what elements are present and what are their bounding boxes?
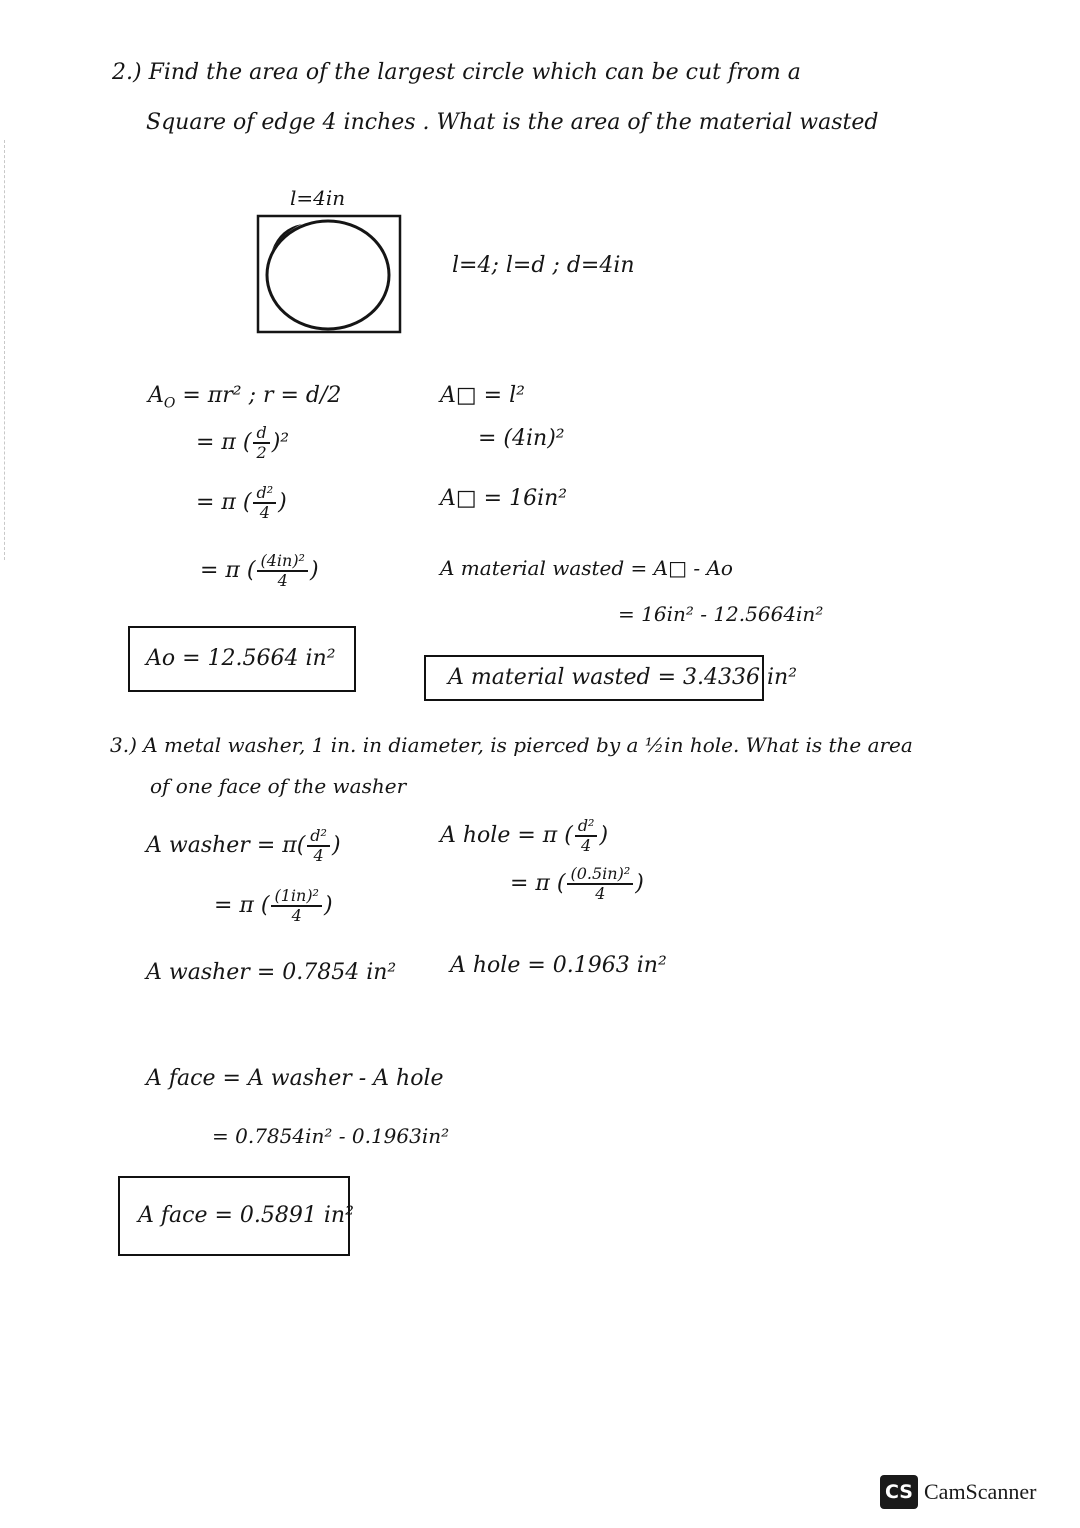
given-relation: l=4; l=d ; d=4in (452, 253, 635, 278)
camscanner-watermark (880, 1475, 1036, 1509)
washer-area-result: A washer = 0.7854 in² (146, 960, 397, 985)
washer-step-numerator: (1in)² (271, 888, 322, 907)
square-area-result: A□ = 16in² (440, 486, 568, 511)
hole-formula-suffix: ) (599, 823, 609, 848)
washer-step-prefix: = π ( (214, 893, 270, 918)
camscanner-text: CamScanner (924, 1479, 1037, 1504)
wasted-area-formula: A material wasted = A□ - Ao (440, 556, 733, 580)
hole-formula-numerator: d² (575, 818, 598, 837)
inscribed-circle (267, 221, 389, 329)
square-area-formula: A□ = l² (440, 383, 525, 408)
hole-step-numerator: (0.5in)² (567, 866, 633, 885)
camscanner-logo-icon: CS (880, 1475, 918, 1509)
circle-area-step-2 (196, 485, 287, 521)
binding-edge-mark (4, 140, 5, 560)
washer-step-fraction (271, 888, 322, 924)
step-2-numerator: d² (253, 485, 276, 504)
step-3-numerator: (4in)² (257, 553, 308, 572)
hole-formula-denominator: 4 (581, 836, 592, 855)
step-1-denominator: 2 (256, 443, 267, 462)
problem-2-statement-line-2: Square of edge 4 inches . What is the area of the material wasted (146, 110, 879, 135)
face-area-formula: A face = A washer - A hole (146, 1066, 444, 1091)
circle-area-answer-box (128, 626, 356, 692)
square-side-label: l=4in (290, 186, 346, 210)
step-1-numerator: d (253, 425, 269, 444)
circle-area-step-3 (200, 553, 319, 589)
circle-area-step-1 (196, 425, 289, 461)
circle-area-answer: Ao = 12.5664 in² (146, 646, 336, 671)
washer-area-step (214, 888, 333, 924)
wasted-area-substitution: = 16in² - 12.5664in² (618, 602, 824, 626)
hole-step-fraction (567, 866, 633, 902)
washer-step-suffix: ) (323, 893, 333, 918)
wasted-area-answer: A material wasted = 3.4336 in² (448, 665, 798, 690)
step-2-fraction (253, 485, 276, 521)
step-1-fraction (253, 425, 269, 461)
hole-area-step (510, 866, 644, 902)
washer-area-formula (146, 828, 341, 864)
step-3-fraction (257, 553, 308, 589)
step-3-suffix: ) (309, 558, 319, 583)
step-3-prefix: = π ( (200, 558, 256, 583)
face-area-answer: A face = 0.5891 in² (138, 1203, 354, 1228)
face-area-answer-box (118, 1176, 354, 1256)
face-area-substitution: = 0.7854in² - 0.1963in² (212, 1124, 450, 1148)
washer-formula-numerator: d² (307, 828, 330, 847)
step-1-prefix: = π ( (196, 430, 252, 455)
hole-formula-fraction (575, 818, 598, 854)
step-3-denominator: 4 (277, 571, 288, 590)
washer-formula-fraction (307, 828, 330, 864)
square-circle-diagram (250, 210, 410, 340)
hole-step-denominator: 4 (595, 884, 606, 903)
hole-step-suffix: ) (635, 871, 644, 896)
problem-3-statement-line-1: 3.) A metal washer, 1 in. in diameter, is pierced by a ½in hole. What is the area (110, 733, 913, 757)
washer-formula-prefix: A washer = π( (146, 833, 306, 858)
hole-formula-prefix: A hole = π ( (440, 823, 573, 848)
circle-area-symbol: A (148, 383, 164, 408)
problem-3-statement-line-2: of one face of the washer (150, 774, 407, 798)
step-2-prefix: = π ( (196, 490, 252, 515)
wasted-area-answer-box (424, 655, 798, 701)
problem-2-statement-line-1: 2.) Find the area of the largest circle which can be cut from a (112, 60, 801, 85)
washer-step-denominator: 4 (291, 906, 302, 925)
circle-area-formula (148, 385, 341, 410)
circle-area-formula-rest: = πr² ; r = d/2 (182, 383, 342, 408)
hole-step-prefix: = π ( (510, 871, 566, 896)
washer-formula-suffix: ) (331, 833, 341, 858)
step-2-denominator: 4 (259, 503, 270, 522)
washer-formula-denominator: 4 (313, 846, 324, 865)
hole-area-result: A hole = 0.1963 in² (450, 953, 667, 978)
square-area-step-1: = (4in)² (478, 426, 565, 451)
circle-area-subscript: O (163, 395, 176, 412)
step-2-suffix: ) (278, 490, 287, 515)
hole-area-formula (440, 818, 608, 854)
step-1-suffix: )² (271, 430, 290, 455)
square-outline (258, 216, 400, 332)
